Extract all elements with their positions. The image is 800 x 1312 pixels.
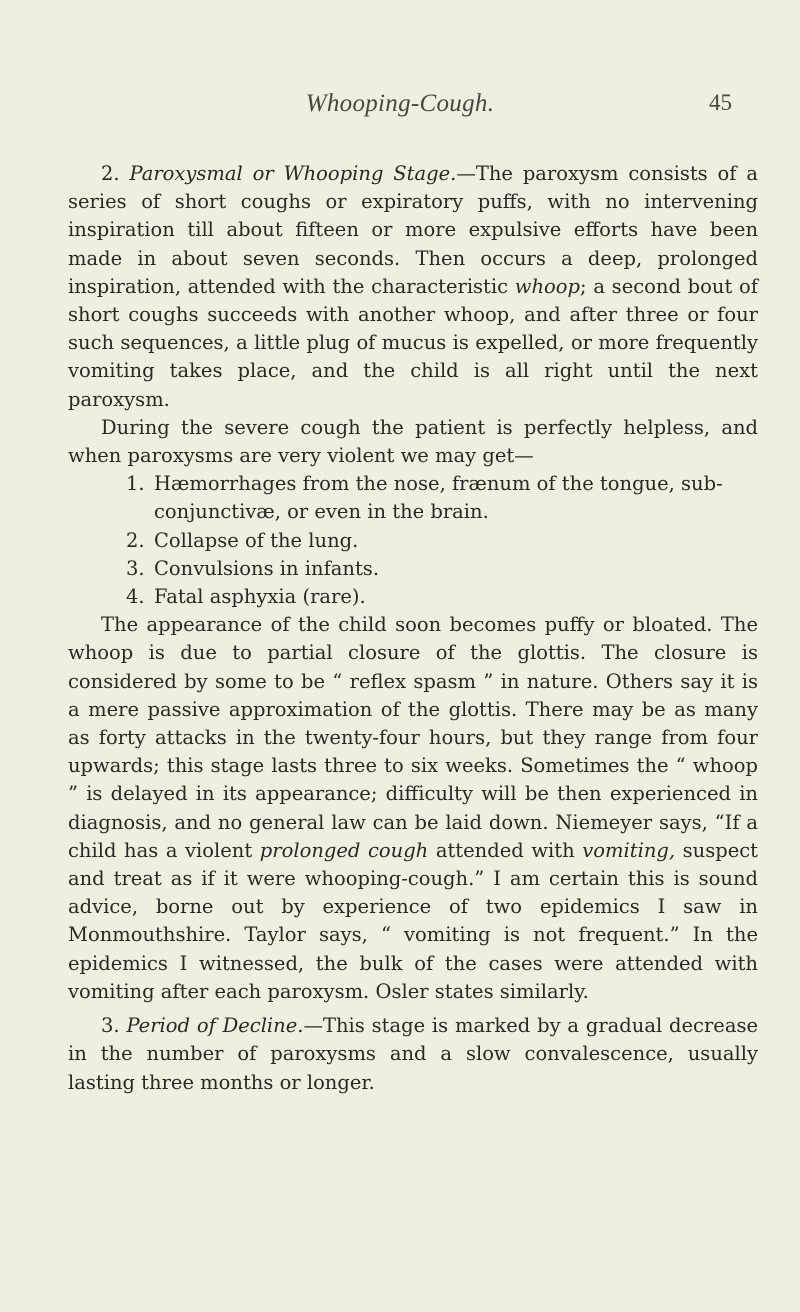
list-item [126,527,758,555]
page-body [68,160,758,1097]
paragraph-text: —This stage is marked by a gradual decrease in the number of paroxysms and a slow convalescence, usually lasting three months or longer. [68,1014,758,1094]
paragraph-period-of-decline [68,1012,758,1097]
paragraph-text: The appearance of the child soon becomes puffy or bloated. The whoop is due to partial closure of the glottis. The closure is considered by some to be “ reflex spasm ” in nature. Others say it is a mere passive approximation of the glottis. There may be as many as forty attacks in the twenty-four hours, but they range from four upwards; this stage lasts three to six weeks. Sometimes the “ whoop ” is delayed in its appearance; difficulty will be then experienced in diagnosis, and no general law can be laid down. Niemeyer says, “If a child has a violent [68,613,758,862]
paragraph-text: —The paroxysm consists of a series of short coughs or expiratory puffs, with no intervening inspiration till about fifteen or more expulsive efforts have been made in about seven seconds. Then occurs a deep, prolonged inspiration, attended with the characteristic [68,162,758,298]
emphasis-whoop: whoop [514,274,581,298]
running-head [0,90,800,130]
complications-list [68,470,758,611]
page-number: 45 [709,90,732,115]
stage-heading: Period of Decline. [126,1014,304,1038]
paragraph-severe-cough: During the severe cough the patient is perfectly helpless, and when paroxysms are very violent we may get— [68,415,758,468]
emphasis-vomiting: vomiting, [582,838,676,862]
stage-number: 2. [101,162,120,185]
paragraph-text: attended with [428,838,583,862]
list-number: 2. [126,528,145,552]
emphasis-prolonged-cough: prolonged cough [259,838,429,862]
paragraph-text: ; a second bout of short coughs succeeds with another whoop, and after three or four such sequences, a little plug of mucus is expelled, or more frequently vomiting takes place, and the child is all right until the next paroxysm. [68,274,758,411]
list-item-text: Fatal asphyxia (rare). [154,585,366,609]
stage-heading: Paroxysmal or Whooping Stage. [129,162,457,185]
paragraph-paroxysmal-stage [68,160,758,414]
running-title: Whooping-Cough. [305,90,495,117]
list-item-text: Collapse of the lung. [154,528,359,552]
list-number: 4. [126,585,145,609]
list-item [126,555,758,583]
list-number: 1. [126,472,145,496]
list-item-text: Convulsions in infants. [154,556,380,580]
list-item-text: Hæmorrhages from the nose, frænum of the tongue, sub-conjunctivæ, or even in the brain. [154,472,723,524]
paragraph-text: suspect and treat as if it were whooping-cough.” I am certain this is sound advice, borne out by experience of two epidemics I saw in Monmouthshire. Taylor says, “ vomiting is not frequent.” In the epidemics I witnessed, the bulk of the cases were attended with vomiting after each paroxysm. Osler states similarly. [68,838,759,1003]
list-item [126,470,758,526]
paragraph-appearance [68,611,758,1006]
list-item [126,583,758,611]
list-number: 3. [126,556,145,580]
stage-number: 3. [101,1014,120,1038]
